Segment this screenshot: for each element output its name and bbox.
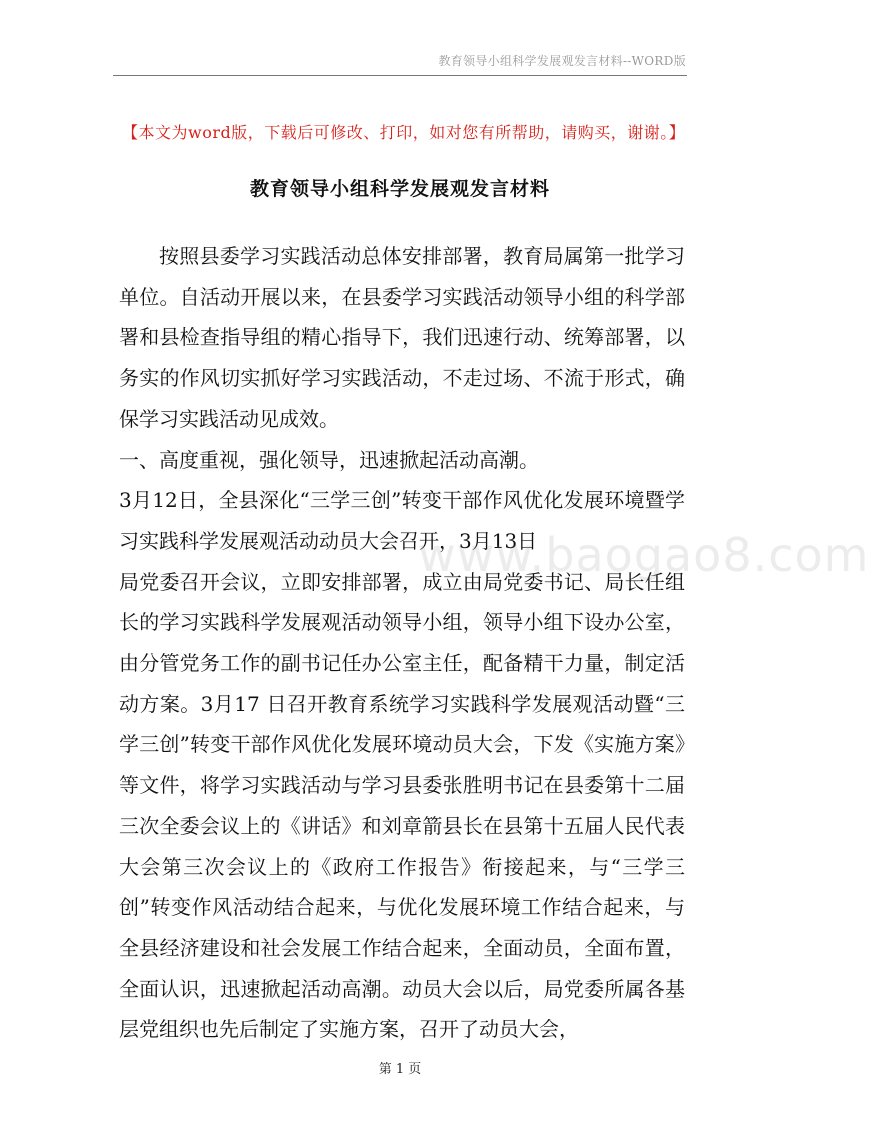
running-header: 教育领导小组科学发展观发言材料--WORD版 (438, 54, 686, 68)
paragraph-march-12: 3月12日，全县深化“三学三创”转变干部作风优化发展环境暨学习实践科学发展观活动动员大会召开，3月13日 (119, 488, 685, 553)
header-divider (113, 75, 687, 76)
document-title: 教育领导小组科学发展观发言材料 (249, 178, 550, 200)
section-heading: 一、高度重视，强化领导，迅速掀起活动高潮。 (119, 447, 539, 472)
paragraph-party-committee: 局党委召开会议，立即安排部署，成立由局党委书记、局长任组长的学习实践科学发展观活动领导小组，领导小组下设办公室，由分管党务工作的副书记任办公室主任，配备精干力量，制定活动方案。3月17 日召开教育系统学习实践科学发展观活动暨“三学三创”转变干部作风优化发展环境动员大会，下发《实施方案》等文件，将学习实践活动与学习县委张胜明书记在县委第十二届三次全委会议上的《讲话》和刘章箭县长在县第十五届人民代表大会第三次会议上的《政府工作报告》衔接起来，与“三学三创”转变作风活动结合起来，与优化发展环境工作结合起来，与全县经济建设和社会发展工作结合起来，全面动员，全面布置，全面认识，迅速掀起活动高潮。动员大会以后，局党委所属各基层党组织也先后制定了实施方案，召开了动员大会， (119, 569, 685, 1042)
page-number: 第 1 页 (378, 1062, 422, 1077)
download-notice: 【本文为word版，下载后可修改、打印，如对您有所帮助，请购买，谢谢。】 (122, 123, 686, 142)
document-body (119, 236, 685, 1050)
watermark: www.baogao8.com (418, 528, 869, 582)
paragraph-intro: 按照县委学习实践活动总体安排部署，教育局属第一批学习单位。自活动开展以来，在县委学习实践活动领导小组的科学部署和县检查指导组的精心指导下，我们迅速行动、统筹部署，以务实的作风切实抓好学习实践活动，不走过场、不流于形式，确保学习实践活动见成效。 (119, 244, 685, 431)
